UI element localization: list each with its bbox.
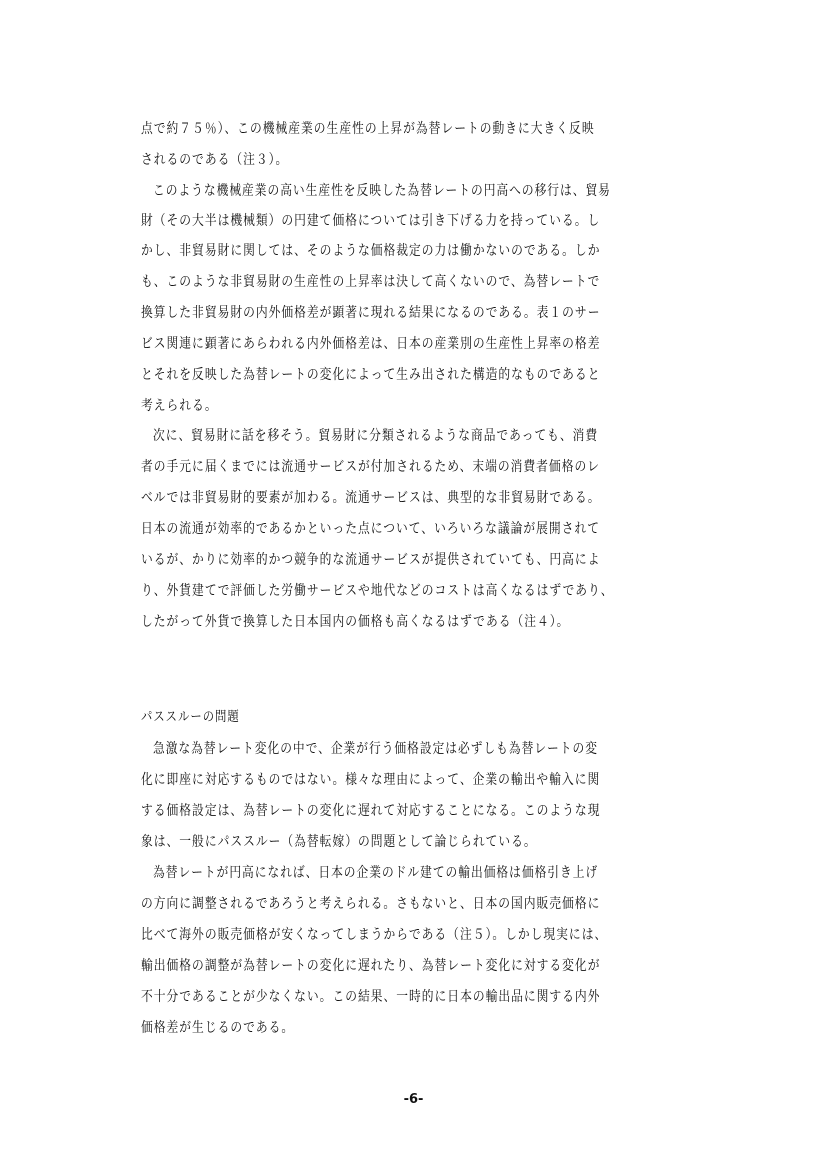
text-line: されるのである（注３）。 xyxy=(141,152,289,168)
text-line: このような機械産業の高い生産性を反映した為替レートの円高への移行は、貿易 xyxy=(153,183,611,199)
section-heading: パススルーの問題 xyxy=(141,709,240,725)
text-line: 輸出価格の調整が為替レートの変化に遅れたり、為替レート変化に対する変化が xyxy=(141,958,601,974)
text-line: 財（その大半は機械類）の円建て価格については引き下げる力を持っている。し xyxy=(141,213,601,229)
text-line: 点で約７５％）、この機械産業の生産性の上昇が為替レートの動きに大きく反映 xyxy=(141,121,595,137)
text-line: したがって外貨で換算した日本国内の価格も高くなるはずである（注４）。 xyxy=(141,614,570,630)
text-line: 考えられる。 xyxy=(141,398,218,414)
text-line: ビス関連に顕著にあらわれる内外価格差は、日本の産業別の生産性上昇率の格差 xyxy=(141,336,601,352)
text-line: 急激な為替レート変化の中で、企業が行う価格設定は必ずしも為替レートの変 xyxy=(153,741,598,757)
text-line: 化に即座に対応するものではない。様々な理由によって、企業の輸出や輸入に関 xyxy=(141,772,601,788)
text-line: する価格設定は、為替レートの変化に遅れて対応することになる。このような現 xyxy=(141,803,601,819)
text-line: も、このような非貿易財の生産性の上昇率は決して高くないので、為替レートで xyxy=(141,274,601,290)
text-line: 価格差が生じるのである。 xyxy=(141,1020,295,1036)
text-line: 比べて海外の販売価格が安くなってしまうからである（注５）。しかし現実には、 xyxy=(141,927,608,943)
text-line: 換算した非貿易財の内外価格差が顕著に現れる結果になるのである。表１のサー xyxy=(141,305,601,321)
text-line: 次に、貿易財に話を移そう。貿易財に分類されるような商品であっても、消費 xyxy=(153,428,599,444)
text-line: 為替レートが円高になれば、日本の企業のドル建ての輸出価格は価格引き上げ xyxy=(153,865,599,881)
text-line: かし、非貿易財に関しては、そのような価格裁定の力は働かないのである。しか xyxy=(141,243,601,259)
text-line: 日本の流通が効率的であるかといった点について、いろいろな議論が展開されて xyxy=(141,521,600,537)
text-line: 象は、一般にパススルー（為替転嫁）の問題として論じられている。 xyxy=(141,834,537,850)
text-line: ベルでは非貿易財的要素が加わる。流通サービスは、典型的な非貿易財である。 xyxy=(141,490,601,506)
page-number: -6- xyxy=(403,1092,424,1107)
text-line: とそれを反映した為替レートの変化によって生み出された構造的なものであると xyxy=(141,367,601,383)
text-line: いるが、かりに効率的かつ競争的な流通サービスが提供されていても、円高によ xyxy=(141,552,601,568)
text-line: 者の手元に届くまでには流通サービスが付加されるため、末端の消費者価格のレ xyxy=(141,459,600,475)
text-line: り、外貨建てで評価した労働サービスや地代などのコストは高くなるはずであり、 xyxy=(141,583,614,599)
text-line: の方向に調整されるであろうと考えられる。さもないと、日本の国内販売価格に xyxy=(141,896,601,912)
text-line: 不十分であることが少なくない。この結果、一時的に日本の輸出品に関する内外 xyxy=(141,989,601,1005)
